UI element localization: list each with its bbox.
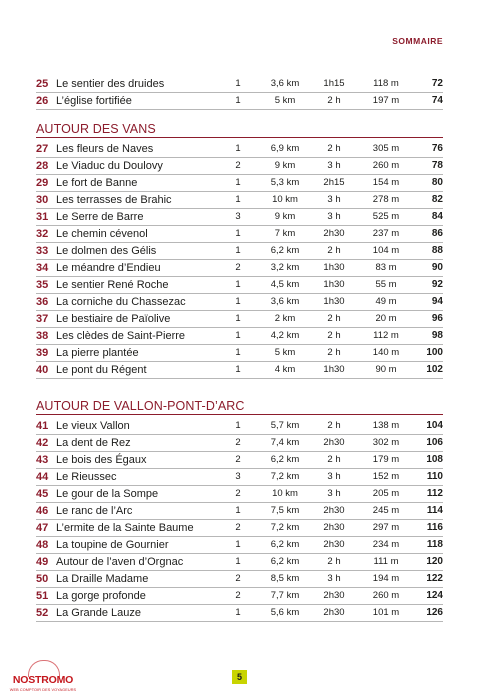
toc-row[interactable]: [36, 362, 443, 379]
page-ref: 106: [426, 437, 443, 448]
duration: 2h30: [323, 228, 345, 239]
distance: 6,2 km: [270, 245, 300, 256]
page-number: 5: [232, 670, 247, 684]
duration: 2h30: [323, 539, 345, 550]
walk-number: 50: [36, 573, 49, 585]
elevation-gain: 278 m: [372, 194, 400, 205]
page-ref: 104: [426, 420, 443, 431]
walk-number: 27: [36, 143, 49, 155]
difficulty-level: 1: [235, 296, 241, 307]
toc-row[interactable]: [36, 277, 443, 294]
elevation-gain: 305 m: [372, 143, 400, 154]
walk-number: 43: [36, 454, 49, 466]
difficulty-level: 2: [235, 160, 241, 171]
walk-name: Le gour de la Sompe: [56, 488, 159, 500]
walk-name: Le chemin cévenol: [56, 228, 148, 240]
distance: 4,2 km: [270, 330, 300, 341]
duration: 3 h: [327, 573, 341, 584]
page-ref: 114: [426, 505, 443, 516]
section-header: SOMMAIRE: [392, 36, 443, 46]
page-ref: 98: [431, 330, 443, 341]
toc-row[interactable]: [36, 571, 443, 588]
difficulty-level: 2: [235, 590, 241, 601]
duration: 2h30: [323, 590, 345, 601]
table-of-contents: [36, 76, 443, 622]
page-ref: 88: [431, 245, 443, 256]
duration: 3 h: [327, 488, 341, 499]
distance: 5,3 km: [270, 177, 300, 188]
distance: 7,5 km: [270, 505, 300, 516]
distance: 5,7 km: [270, 420, 300, 431]
walk-name: La toupine de Gournier: [56, 539, 169, 551]
nostromo-logo: [6, 660, 80, 696]
duration: 2 h: [327, 313, 341, 324]
toc-row[interactable]: [36, 311, 443, 328]
walk-name: Les fleurs de Naves: [56, 143, 154, 155]
walk-number: 40: [36, 364, 49, 376]
page-ref: 96: [431, 313, 443, 324]
walk-name: Le sentier René Roche: [56, 279, 169, 291]
walk-number: 25: [36, 78, 49, 90]
difficulty-level: 3: [235, 211, 241, 222]
walk-number: 37: [36, 313, 49, 325]
duration: 2 h: [327, 245, 341, 256]
elevation-gain: 525 m: [372, 211, 400, 222]
toc-row[interactable]: [36, 503, 443, 520]
logo-subtext: WEB COMPTOIR DES VOYAGEURS: [9, 688, 77, 692]
page-ref: 82: [431, 194, 443, 205]
page-ref: 120: [426, 556, 443, 567]
toc-row[interactable]: [36, 175, 443, 192]
page-ref: 92: [431, 279, 443, 290]
elevation-gain: 90 m: [375, 364, 397, 375]
difficulty-level: 1: [235, 143, 241, 154]
duration: 1h15: [323, 78, 345, 89]
difficulty-level: 1: [235, 279, 241, 290]
toc-row[interactable]: [36, 605, 443, 622]
page-ref: 86: [431, 228, 443, 239]
elevation-gain: 118 m: [373, 78, 399, 89]
toc-row[interactable]: [36, 328, 443, 345]
distance: 7,2 km: [270, 522, 300, 533]
elevation-gain: 101 m: [372, 607, 400, 618]
distance: 3,2 km: [270, 262, 300, 273]
walk-number: 33: [36, 245, 49, 257]
difficulty-level: 1: [235, 95, 241, 106]
elevation-gain: 152 m: [372, 471, 400, 482]
elevation-gain: 138 m: [372, 420, 400, 431]
difficulty-level: 1: [235, 505, 241, 516]
page-ref: 108: [426, 454, 443, 465]
elevation-gain: 205 m: [372, 488, 400, 499]
difficulty-level: 1: [235, 539, 241, 550]
distance: 10 km: [272, 488, 298, 499]
difficulty-level: 2: [235, 522, 241, 533]
toc-row[interactable]: [36, 537, 443, 554]
duration: 3 h: [327, 160, 341, 171]
difficulty-level: 1: [235, 347, 241, 358]
elevation-gain: 260 m: [372, 160, 400, 171]
elevation-gain: 194 m: [372, 573, 400, 584]
walk-name: Le Rieussec: [56, 471, 117, 483]
distance: 6,2 km: [270, 556, 300, 567]
walk-name: La Grande Lauze: [56, 607, 142, 619]
walk-name: Le pont du Régent: [56, 364, 147, 376]
toc-group: [36, 122, 443, 379]
toc-row[interactable]: [36, 435, 443, 452]
section-title: AUTOUR DE VALLON-PONT-D’ARC: [36, 399, 443, 415]
difficulty-level: 2: [235, 488, 241, 499]
distance: 7,4 km: [270, 437, 300, 448]
walk-number: 28: [36, 160, 49, 172]
duration: 2h30: [323, 505, 345, 516]
difficulty-level: 1: [235, 78, 241, 89]
elevation-gain: 197 m: [372, 95, 400, 106]
elevation-gain: 260 m: [372, 590, 400, 601]
elevation-gain: 179 m: [372, 454, 400, 465]
difficulty-level: 1: [235, 330, 241, 341]
distance: 4,5 km: [270, 279, 300, 290]
duration: 2h30: [323, 607, 345, 618]
duration: 1h30: [323, 279, 345, 290]
duration: 2h30: [323, 522, 345, 533]
toc-row[interactable]: [36, 486, 443, 503]
toc-group: [36, 76, 443, 110]
difficulty-level: 2: [235, 573, 241, 584]
page-ref: 72: [431, 78, 443, 89]
duration: 1h30: [323, 296, 345, 307]
elevation-gain: 302 m: [372, 437, 400, 448]
walk-number: 44: [36, 471, 49, 483]
walk-name: Le bestiaire de Païolive: [56, 313, 171, 325]
distance: 8,5 km: [270, 573, 300, 584]
walk-number: 32: [36, 228, 49, 240]
walk-name: Le méandre d’Endieu: [56, 262, 161, 274]
duration: 2 h: [327, 454, 341, 465]
toc-row[interactable]: [36, 226, 443, 243]
duration: 1h30: [323, 262, 345, 273]
elevation-gain: 237 m: [372, 228, 400, 239]
elevation-gain: 140 m: [372, 347, 400, 358]
duration: 3 h: [327, 194, 341, 205]
duration: 2 h: [327, 556, 341, 567]
elevation-gain: 297 m: [372, 522, 400, 533]
toc-row[interactable]: [36, 520, 443, 537]
walk-name: Autour de l’aven d’Orgnac: [56, 556, 184, 568]
duration: 2 h: [327, 330, 341, 341]
elevation-gain: 20 m: [375, 313, 397, 324]
page-ref: 102: [426, 364, 443, 375]
distance: 10 km: [272, 194, 298, 205]
walk-name: L’église fortifiée: [56, 95, 132, 107]
toc-row[interactable]: [36, 260, 443, 277]
elevation-gain: 49 m: [375, 296, 397, 307]
walk-number: 38: [36, 330, 49, 342]
page-ref: 116: [426, 522, 443, 533]
spacer: [36, 110, 443, 122]
page-ref: 90: [431, 262, 443, 273]
duration: 2 h: [327, 420, 341, 431]
difficulty-level: 1: [235, 228, 241, 239]
distance: 2 km: [274, 313, 296, 324]
toc-row[interactable]: [36, 418, 443, 435]
walk-name: La dent de Rez: [56, 437, 131, 449]
toc-row[interactable]: [36, 209, 443, 226]
distance: 5,6 km: [270, 607, 300, 618]
walk-number: 49: [36, 556, 49, 568]
distance: 5 km: [274, 95, 296, 106]
walk-number: 51: [36, 590, 49, 602]
walk-name: Le dolmen des Gélis: [56, 245, 157, 257]
walk-name: La pierre plantée: [56, 347, 139, 359]
difficulty-level: 1: [235, 245, 241, 256]
page-ref: 84: [431, 211, 443, 222]
duration: 2 h: [327, 95, 341, 106]
walk-name: La Draille Madame: [56, 573, 149, 585]
page-ref: 80: [431, 177, 443, 188]
elevation-gain: 111 m: [373, 556, 399, 567]
difficulty-level: 2: [235, 262, 241, 273]
distance: 7 km: [274, 228, 296, 239]
page-ref: 112: [426, 488, 443, 499]
walk-name: Le fort de Banne: [56, 177, 138, 189]
page-ref: 74: [431, 95, 443, 106]
toc-row[interactable]: [36, 452, 443, 469]
elevation-gain: 104 m: [372, 245, 400, 256]
difficulty-level: 2: [235, 454, 241, 465]
toc-row[interactable]: [36, 243, 443, 260]
distance: 7,7 km: [270, 590, 300, 601]
walk-number: 39: [36, 347, 49, 359]
walk-number: 35: [36, 279, 49, 291]
walk-number: 47: [36, 522, 49, 534]
elevation-gain: 55 m: [375, 279, 397, 290]
elevation-gain: 83 m: [375, 262, 397, 273]
difficulty-level: 1: [235, 313, 241, 324]
distance: 4 km: [274, 364, 296, 375]
page-ref: 76: [431, 143, 443, 154]
toc-group: [36, 399, 443, 622]
walk-name: La gorge profonde: [56, 590, 146, 602]
toc-row[interactable]: [36, 554, 443, 571]
difficulty-level: 1: [235, 607, 241, 618]
page-ref: 110: [426, 471, 443, 482]
distance: 3,6 km: [270, 78, 300, 89]
toc-row[interactable]: [36, 158, 443, 175]
difficulty-level: 3: [235, 471, 241, 482]
duration: 1h30: [323, 364, 345, 375]
spacer: [36, 379, 443, 399]
walk-number: 30: [36, 194, 49, 206]
distance: 7,2 km: [270, 471, 300, 482]
walk-number: 46: [36, 505, 49, 517]
toc-row[interactable]: [36, 588, 443, 605]
page-ref: 118: [426, 539, 443, 550]
walk-name: Le bois des Égaux: [56, 454, 147, 466]
toc-row[interactable]: [36, 345, 443, 362]
section-title: AUTOUR DES VANS: [36, 122, 443, 138]
difficulty-level: 1: [235, 194, 241, 205]
toc-row[interactable]: [36, 192, 443, 209]
elevation-gain: 234 m: [372, 539, 400, 550]
walk-name: L’ermite de la Sainte Baume: [56, 522, 194, 534]
page-ref: 78: [431, 160, 443, 171]
toc-row[interactable]: [36, 141, 443, 158]
difficulty-level: 1: [235, 420, 241, 431]
walk-number: 26: [36, 95, 49, 107]
logo-text: NOSTROMO: [12, 674, 74, 686]
walk-number: 48: [36, 539, 49, 551]
walk-number: 42: [36, 437, 49, 449]
walk-name: Le sentier des druides: [56, 78, 165, 90]
page-ref: 122: [426, 573, 443, 584]
duration: 2 h: [327, 347, 341, 358]
walk-number: 29: [36, 177, 49, 189]
toc-row[interactable]: [36, 76, 443, 93]
difficulty-level: 1: [235, 364, 241, 375]
walk-number: 31: [36, 211, 49, 223]
difficulty-level: 2: [235, 437, 241, 448]
toc-row[interactable]: [36, 93, 443, 110]
difficulty-level: 1: [235, 177, 241, 188]
toc-row[interactable]: [36, 469, 443, 486]
walk-name: La corniche du Chassezac: [56, 296, 186, 308]
toc-row[interactable]: [36, 294, 443, 311]
elevation-gain: 154 m: [372, 177, 400, 188]
duration: 2 h: [327, 143, 341, 154]
walk-name: Le ranc de l’Arc: [56, 505, 133, 517]
duration: 3 h: [327, 471, 341, 482]
distance: 3,6 km: [270, 296, 300, 307]
distance: 5 km: [274, 347, 296, 358]
walk-name: Le Serre de Barre: [56, 211, 144, 223]
page-ref: 94: [431, 296, 443, 307]
distance: 6,9 km: [270, 143, 300, 154]
distance: 6,2 km: [270, 539, 300, 550]
walk-number: 41: [36, 420, 49, 432]
duration: 3 h: [327, 211, 341, 222]
distance: 6,2 km: [270, 454, 300, 465]
duration: 2h15: [323, 177, 345, 188]
page-ref: 124: [426, 590, 443, 601]
distance: 9 km: [274, 160, 296, 171]
page-ref: 100: [426, 347, 443, 358]
difficulty-level: 1: [235, 556, 241, 567]
elevation-gain: 245 m: [372, 505, 400, 516]
walk-name: Le Viaduc du Doulovy: [56, 160, 163, 172]
walk-name: Les clèdes de Saint-Pierre: [56, 330, 186, 342]
walk-number: 36: [36, 296, 49, 308]
walk-name: Le vieux Vallon: [56, 420, 130, 432]
distance: 9 km: [274, 211, 296, 222]
walk-number: 45: [36, 488, 49, 500]
page-ref: 126: [426, 607, 443, 618]
walk-number: 34: [36, 262, 49, 274]
elevation-gain: 112 m: [373, 330, 399, 341]
walk-number: 52: [36, 607, 49, 619]
duration: 2h30: [323, 437, 345, 448]
walk-name: Les terrasses de Brahic: [56, 194, 172, 206]
